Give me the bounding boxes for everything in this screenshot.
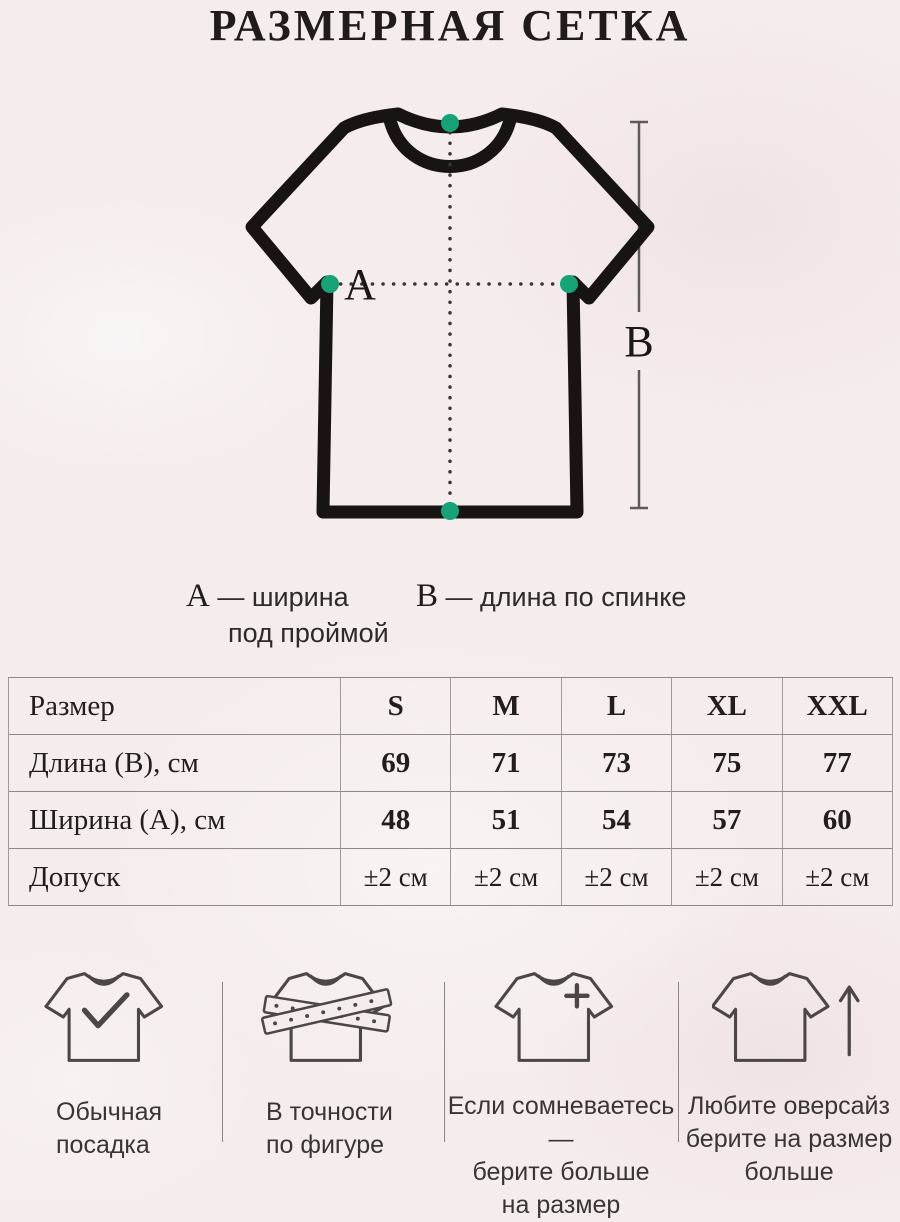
fit-caption-line: Обычная: [56, 1098, 163, 1126]
fit-guide-divider: [444, 982, 445, 1142]
diagram-label-a: A: [344, 260, 376, 309]
table-header-cell: M: [451, 678, 561, 735]
table-cell: 71: [451, 735, 561, 792]
fit-caption-line: берите на размер: [685, 1125, 893, 1153]
legend-b-text: — длина по спинке: [445, 582, 687, 612]
tshirt-measure-diagram: [230, 100, 680, 530]
table-cell: 54: [562, 792, 672, 849]
fit-caption-line: В точности: [266, 1098, 393, 1126]
table-cell: ±2 см: [562, 849, 672, 906]
table-cell: 73: [562, 735, 672, 792]
table-cell: 51: [451, 792, 561, 849]
table-cell: 48: [341, 792, 451, 849]
table-cell: ±2 см: [783, 849, 893, 906]
legend-b: [416, 578, 686, 615]
page-title: РАЗМЕРНАЯ СЕТКА: [209, 1, 691, 50]
table-cell: 77: [783, 735, 893, 792]
table-header-cell: XXL: [783, 678, 893, 735]
table-cell: 60: [783, 792, 893, 849]
fit-item-regular: [0, 956, 222, 1222]
tshirt-plus-icon: [484, 964, 639, 1070]
fit-caption-line: по фигуре: [266, 1131, 385, 1159]
table-row-label: Допуск: [9, 849, 341, 906]
fit-guide-divider: [678, 982, 679, 1142]
fit-guide: [0, 956, 900, 1222]
fit-item-exact: [222, 956, 444, 1222]
fit-caption-line: на размер: [501, 1191, 621, 1219]
fit-guide-divider: [222, 982, 223, 1142]
fit-caption-line: берите больше: [472, 1158, 650, 1186]
tshirt-check-icon: [34, 964, 189, 1070]
table-row-label: Ширина (A), см: [9, 792, 341, 849]
table-cell: 57: [672, 792, 782, 849]
size-table: [8, 677, 893, 906]
fit-caption-line: Любите оверсайз: [687, 1092, 890, 1120]
legend-a-text2: под проймой: [228, 618, 389, 648]
table-cell: ±2 см: [451, 849, 561, 906]
table-cell: 75: [672, 735, 782, 792]
table-cell: 69: [341, 735, 451, 792]
fit-caption-line: Если сомневаетесь —: [447, 1092, 675, 1153]
fit-item-doubt: [444, 956, 678, 1222]
table-cell: ±2 см: [341, 849, 451, 906]
legend-a: [186, 578, 389, 651]
legend-b-letter: B: [416, 578, 439, 614]
fit-item-oversize: [678, 956, 900, 1222]
table-row-label: Длина (B), см: [9, 735, 341, 792]
table-header-cell: S: [341, 678, 451, 735]
legend-a-text: — ширина: [217, 582, 349, 612]
table-header-cell: Размер: [9, 678, 341, 735]
table-cell: ±2 см: [672, 849, 782, 906]
fit-caption-line: посадка: [56, 1131, 150, 1159]
dotted-guides: [330, 122, 569, 512]
tshirt-tape-icon: [256, 964, 411, 1070]
table-header-cell: XL: [672, 678, 782, 735]
tshirt-arrow-icon: [712, 964, 867, 1070]
legend-a-letter: A: [186, 578, 210, 614]
diagram-label-b: B: [624, 317, 654, 366]
fit-caption-line: больше: [744, 1158, 834, 1186]
table-header-cell: L: [562, 678, 672, 735]
measure-line-b: [630, 122, 648, 508]
